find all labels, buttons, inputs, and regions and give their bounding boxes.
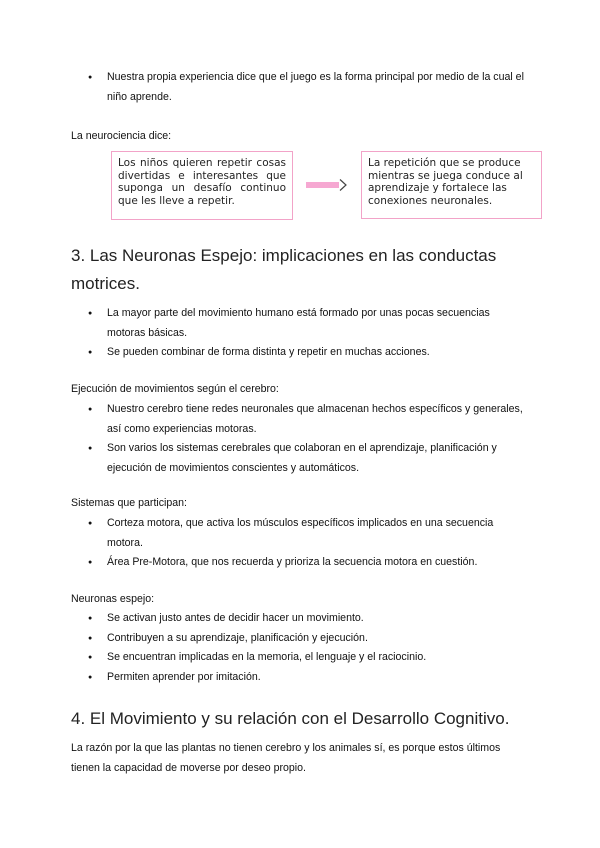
- list-item: ● Área Pre-Motora, que nos recuerda y prioriza la secuencia motora en cuestión.: [88, 553, 527, 573]
- list-item: ● Se activan justo antes de decidir hacer un movimiento.: [88, 609, 527, 629]
- intro-bullet-list: [88, 68, 527, 107]
- mirror-neurons-bullet-list: [88, 609, 527, 687]
- neuroscience-box-right: La repetición que se produce mientras se juega conduce al aprendizaje y fortalece las conexiones neuronales.: [361, 151, 542, 219]
- systems-bullet-list: [88, 514, 527, 573]
- list-item: ● Contribuyen a su aprendizaje, planificación y ejecución.: [88, 629, 527, 649]
- neuroscience-label: La neurociencia dice:: [71, 130, 172, 142]
- list-item: ● Se pueden combinar de forma distinta y repetir en muchas acciones.: [88, 343, 527, 363]
- list-item: ● Son varios los sistemas cerebrales que colaboran en el aprendizaje, planificación y ejecución de movimientos conscientes y automáticos.: [88, 439, 527, 478]
- mirror-neurons-label: Neuronas espejo:: [71, 593, 155, 605]
- section-3-bullet-list: [88, 304, 527, 363]
- section-4-paragraph: La razón por la que las plantas no tienen cerebro y los animales sí, es porque estos últimos tienen la capacidad de moverse por deseo propio.: [71, 742, 501, 774]
- section-3-heading: 3. Las Neuronas Espejo: implicaciones en las conductas motrices.: [71, 246, 497, 293]
- execution-bullet-list: [88, 400, 527, 478]
- list-item: ● Nuestro cerebro tiene redes neuronales que almacenan hechos específicos y generales, así como experiencias motoras.: [88, 400, 527, 439]
- section-4-heading: 4. El Movimiento y su relación con el Desarrollo Cognitivo.: [71, 709, 510, 728]
- neuroscience-box-left: Los niños quieren repetir cosas divertidas e interesantes que suponga un desafío continuo que les lleve a repetir.: [111, 151, 293, 220]
- list-item: ● Permiten aprender por imitación.: [88, 668, 527, 688]
- list-item: ● Nuestra propia experiencia dice que el juego es la forma principal por medio de la cual el niño aprende.: [88, 68, 527, 107]
- list-item: ● Se encuentran implicadas en la memoria, el lenguaje y el raciocinio.: [88, 648, 527, 668]
- systems-label: Sistemas que participan:: [71, 497, 188, 509]
- list-item: ● Corteza motora, que activa los músculos específicos implicados en una secuencia motora.: [88, 514, 527, 553]
- list-item: ● La mayor parte del movimiento humano está formado por unas pocas secuencias motoras básicas.: [88, 304, 527, 343]
- right-arrow-icon: [306, 178, 348, 192]
- execution-label: Ejecución de movimientos según el cerebro:: [71, 383, 279, 395]
